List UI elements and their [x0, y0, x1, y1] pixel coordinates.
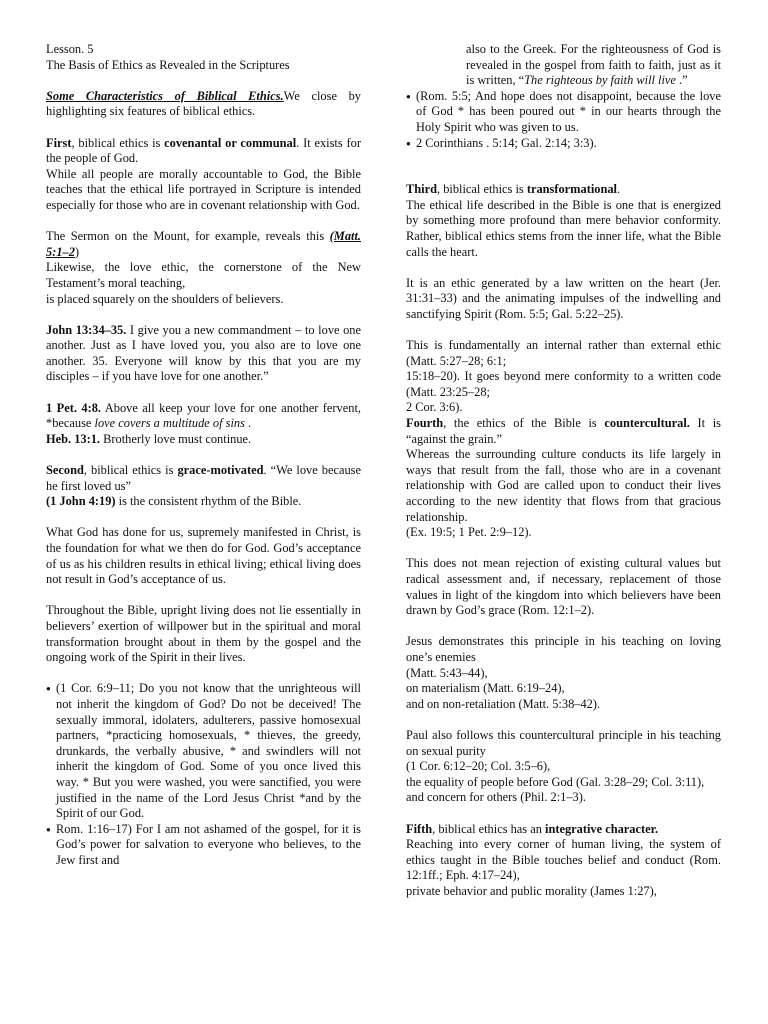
jesus-line: on materialism (Matt. 6:19–24),: [406, 681, 565, 696]
second-point: Second, biblical ethics is grace-motivated. “We love because he first loved us”: [46, 463, 361, 493]
jesus-line: (Matt. 5:43–44),: [406, 665, 488, 680]
law-heart-paragraph: It is an ethic generated by a law written on the heart (Jer. 31:31–33) and the animating impulses of the indwelling and sanctifying Spirit (Rom. 5:5; Gal. 5:22–25).: [406, 275, 721, 321]
paul-line: and concern for others (Phil. 2:1–3).: [406, 790, 586, 805]
right-column: [406, 42, 721, 899]
whereas-paragraph: Whereas the surrounding culture conducts its life largely in ways that result from the fall, those who are in a covenant relationship with God are called upon to conduct their lives according to the new identity that flows from that gracious relationship.: [406, 447, 721, 524]
shoulders-paragraph: is placed squarely on the shoulders of believers.: [46, 291, 284, 306]
internal-ethic-line: 15:18–20). It goes beyond mere conformity to a written code (Matt. 23:25–28;: [406, 369, 721, 399]
love-ethic-paragraph: Likewise, the love ethic, the cornerstone of the New Testament’s moral teaching,: [46, 260, 361, 290]
greek-continuation: also to the Greek. For the righteousness of God is revealed in the gospel from faith to faith, just as it is written, “The righteous by faith will live .”: [466, 42, 721, 88]
lesson-number: Lesson. 5: [46, 42, 94, 56]
energized-paragraph: The ethical life described in the Bible is one that is energized by something more profound than mere behavior conformity. Rather, biblical ethics stems from the inner life, what the Bible calls the heart.: [406, 197, 721, 259]
private-behavior-line: private behavior and public morality (James 1:27),: [406, 883, 657, 898]
intro-paragraph: Some Characteristics of Biblical Ethics.We close by highlighting six features of biblical ethics.: [46, 88, 361, 119]
list-item: ● (1 Cor. 6:9–11; Do you not know that the unrighteous will not inherit the kingdom of God? Do not be deceived! The sexually immoral, idolaters, adulterers, passive homosexual partners, *practicing homosexuals, * thieves, the greedy, drunkards, the verbally abusive, * and swindlers will not inherit the kingdom of God. Some of you once lived this way. * But you were washed, you were sanctified, you were justified in the name of the Lord Jesus Christ *and by the Spirit of our God.: [46, 681, 361, 821]
hebrews-quote: Heb. 13:1. Brotherly love must continue.: [46, 431, 252, 446]
sermon-paragraph: The Sermon on the Mount, for example, reveals this (Matt. 5:1–2): [46, 229, 361, 259]
peter-quote: 1 Pet. 4:8. Above all keep your love for one another fervent, *because love covers a multitude of sins .: [46, 400, 361, 431]
first-point: First, biblical ethics is covenantal or communal. It exists for the people of God.: [46, 135, 361, 166]
list-item: ● (Rom. 5:5; And hope does not disappoint, because the love of God * has been poured out * in our hearts through the Holy Spirit who was given to us.: [406, 89, 721, 136]
third-point: Third, biblical ethics is transformational.: [406, 182, 621, 197]
scripture-bullet-list: [46, 681, 361, 868]
internal-ethic-line: This is fundamentally an internal rather than external ethic (Matt. 5:27–28; 6:1;: [406, 338, 721, 368]
jesus-paragraph: Jesus demonstrates this principle in his teaching on loving one’s enemies: [406, 634, 721, 664]
john4-paragraph: (1 John 4:19) is the consistent rhythm of the Bible.: [46, 494, 302, 509]
scripture-reference: (Matt. 5:1–2: [46, 229, 361, 259]
fourth-point: Fourth, the ethics of the Bible is countercultural. It is “against the grain.”: [406, 416, 721, 446]
section-heading: Some Characteristics of Biblical Ethics.: [46, 88, 284, 103]
fifth-point: Fifth, biblical ethics has an integrative character.: [406, 821, 659, 836]
lesson-title: The Basis of Ethics as Revealed in the Scriptures: [46, 57, 290, 72]
john-quote: John 13:34–35. I give you a new commandment – to love one another. Just as I have loved you, you also are to love one another. 35. Everyone will know by this that you are my disciples – if you have love for one another.”: [46, 322, 361, 384]
what-god-paragraph: What God has done for us, supremely manifested in Christ, is the foundation for what we then do for God. God’s acceptance of us as his children results in ethical living; ethical living does not result in God’s acceptance of us.: [46, 525, 361, 587]
paul-paragraph: Paul also follows this countercultural principle in his teaching on sexual purity: [406, 727, 721, 758]
reaching-paragraph: Reaching into every corner of human living, the system of ethics taught in the Bible touches belief and conduct (Rom. 12:1ff.; Eph. 4:17–24),: [406, 837, 721, 883]
rejection-paragraph: This does not mean rejection of existing cultural values but radical assessment and, if necessary, replacement of those values in light of the kingdom into which believers have been drawn by God’s grace (Rom. 12:1–2).: [406, 556, 721, 618]
scripture-bullet-list: [406, 89, 721, 151]
exodus-reference: (Ex. 19:5; 1 Pet. 2:9–12).: [406, 525, 532, 540]
list-item: ● 2 Corinthians . 5:14; Gal. 2:14; 3:3).: [406, 136, 721, 152]
list-item: ● Rom. 1:16–17) For I am not ashamed of the gospel, for it is God’s power for salvation to everyone who believes, to the Jew first and: [46, 822, 361, 869]
accountable-paragraph: While all people are morally accountable to God, the Bible teaches that the ethical life portrayed in Scripture is intended especially for those who are in covenant relationship with God.: [46, 166, 361, 212]
internal-ethic-line: 2 Cor. 3:6).: [406, 400, 463, 415]
paul-line: (1 Cor. 6:12–20; Col. 3:5–6),: [406, 759, 551, 774]
left-column: [46, 42, 361, 868]
jesus-line: and on non-retaliation (Matt. 5:38–42).: [406, 696, 601, 711]
throughout-paragraph: Throughout the Bible, upright living does not lie essentially in believers’ exertion of willpower but in the spiritual and moral transformation brought about in them by the gospel and the ongoing work of the Spirit in their lives.: [46, 603, 361, 665]
paul-line: the equality of people before God (Gal. 3:28–29; Col. 3:11),: [406, 774, 705, 789]
